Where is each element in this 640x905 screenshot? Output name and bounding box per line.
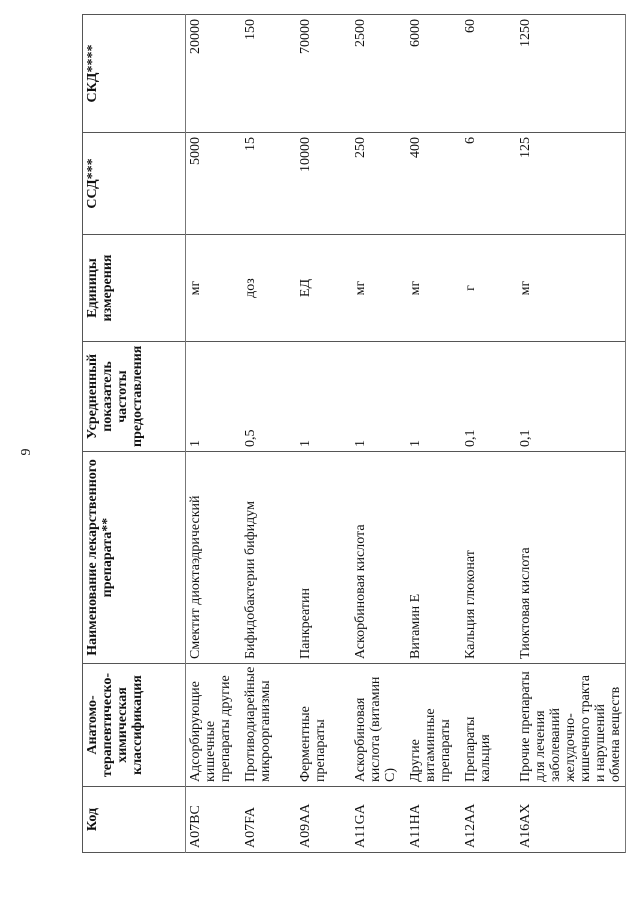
cell-ssd: 400 (406, 133, 461, 235)
cell-ssd: 5000 (186, 133, 242, 235)
cell-atc: Противодиарейные микроорганизмы (241, 664, 296, 787)
cell-code: A09AA (296, 787, 351, 853)
header-ssd: ССД*** (83, 133, 186, 235)
cell-name: Смектит диоктаэдрический (186, 452, 242, 664)
medication-table (82, 14, 626, 853)
cell-atc: Другие витаминные препараты (406, 664, 461, 787)
cell-code: A07FA (241, 787, 296, 853)
table-row (461, 15, 516, 853)
cell-frequency: 1 (406, 342, 461, 452)
table-header-row (83, 15, 186, 853)
cell-skd: 20000 (186, 15, 242, 133)
cell-ssd: 250 (351, 133, 406, 235)
cell-name: Кальция глюконат (461, 452, 516, 664)
cell-atc: Адсорбирующие кишечные препараты другие (186, 664, 242, 787)
cell-code: A12AA (461, 787, 516, 853)
cell-unit: мг (186, 235, 242, 342)
header-frequency: Усредненный показатель частоты предоставления (83, 342, 186, 452)
page-number: 9 (19, 448, 34, 456)
table-row (241, 15, 296, 853)
cell-skd: 6000 (406, 15, 461, 133)
cell-name: Витамин Е (406, 452, 461, 664)
cell-code: A11GA (351, 787, 406, 853)
cell-unit: мг (351, 235, 406, 342)
table-row (351, 15, 406, 853)
cell-code: A11HA (406, 787, 461, 853)
cell-frequency: 0,1 (516, 342, 626, 452)
header-skd: СКД**** (83, 15, 186, 133)
cell-skd: 60 (461, 15, 516, 133)
table-row (516, 15, 626, 853)
cell-ssd: 125 (516, 133, 626, 235)
cell-code: A07BC (186, 787, 242, 853)
cell-atc: Прочие препараты для лечения заболеваний желудочно-кишечного тракта и нарушений обмена веществ (516, 664, 626, 787)
cell-name: Тиоктовая кислота (516, 452, 626, 664)
header-unit: Единицы измерения (83, 235, 186, 342)
table-row (186, 15, 242, 853)
cell-name: Панкреатин (296, 452, 351, 664)
table-row (296, 15, 351, 853)
cell-atc: Аскорбиновая кислота (витамин С) (351, 664, 406, 787)
cell-unit: доз (241, 235, 296, 342)
header-atc: Анатомо-терапевтическо-химическая классификация (83, 664, 186, 787)
cell-skd: 1250 (516, 15, 626, 133)
header-name: Наименование лекарственного препарата** (83, 452, 186, 664)
cell-unit: мг (516, 235, 626, 342)
cell-frequency: 0,5 (241, 342, 296, 452)
cell-frequency: 0,1 (461, 342, 516, 452)
cell-name: Аскорбиновая кислота (351, 452, 406, 664)
cell-ssd: 10000 (296, 133, 351, 235)
cell-unit: мг (406, 235, 461, 342)
cell-atc: Ферментные препараты (296, 664, 351, 787)
cell-frequency: 1 (351, 342, 406, 452)
header-code: Код (83, 787, 186, 853)
cell-ssd: 15 (241, 133, 296, 235)
cell-atc: Препараты кальция (461, 664, 516, 787)
cell-unit: г (461, 235, 516, 342)
cell-ssd: 6 (461, 133, 516, 235)
cell-frequency: 1 (296, 342, 351, 452)
cell-skd: 150 (241, 15, 296, 133)
cell-unit: ЕД (296, 235, 351, 342)
cell-skd: 2500 (351, 15, 406, 133)
cell-frequency: 1 (186, 342, 242, 452)
table-row (406, 15, 461, 853)
cell-skd: 70000 (296, 15, 351, 133)
cell-code: A16AX (516, 787, 626, 853)
cell-name: Бифидобактерии бифидум (241, 452, 296, 664)
